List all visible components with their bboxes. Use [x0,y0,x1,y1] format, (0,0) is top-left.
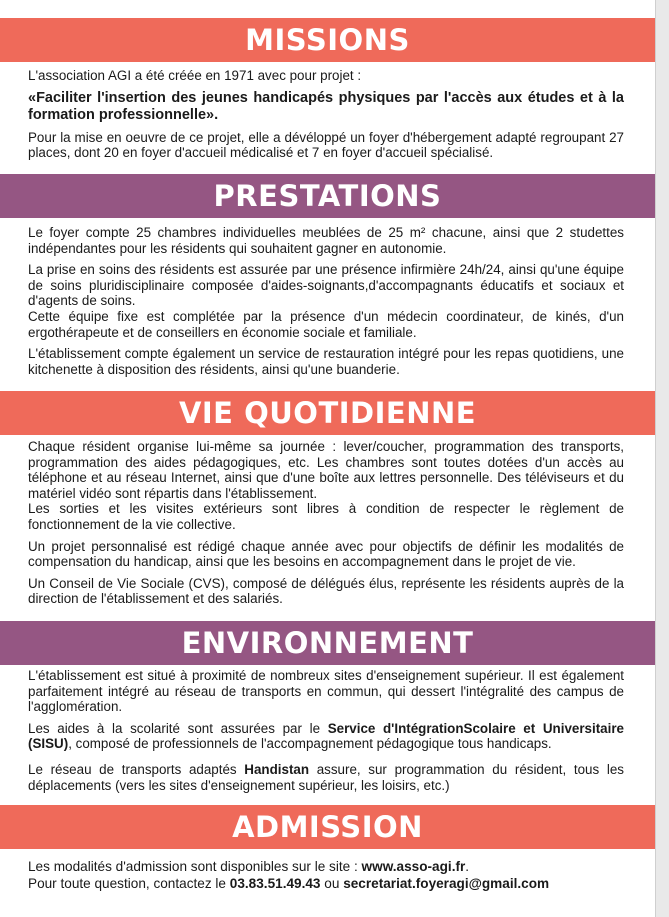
environnement-handistan: Le réseau de transports adaptés Handistan assure, sur programmation du résident, tous les déplacements (vers les sites d'enseignement supérieur, les loisirs, etc.) [28,761,624,793]
section-environnement [28,668,624,793]
vie-cvs: Un Conseil de Vie Sociale (CVS), composé de délégués élus, représente les résidents auprès de la direction de l'établissement et des salariés. [28,575,624,607]
phone-number[interactable]: 03.83.51.49.43 [229,876,321,891]
admission-website-line: Les modalités d'admission sont disponibles sur le site : www.asso-agi.fr. [28,859,470,874]
prestations-team: Cette équipe fixe est complétée par la présence d'un médecin coordinateur, de kinés, d'un ergothérapeute et de conseillers en économie sociale et familiale. [28,308,624,340]
missions-intro: L'association AGI a été créée en 1971 avec pour projet : [28,68,362,83]
prestations-care: La prise en soins des résidents est assurée par une présence infirmière 24h/24, ainsi qu'une équipe de soins pluridisciplinaire composée d'aides-soignants,d'accompagnants éducatifs et sociaux et d'agents de soins. [28,262,624,309]
section-header-admission: ADMISSION [0,805,655,849]
missions-implementation: Pour la mise en oeuvre de ce projet, elle a dévéloppé un foyer d'hébergement adapté regroupant 27 places, dont 20 en foyer d'accueil médicalisé et 7 en foyer d'accueil spécialisé. [28,129,624,161]
website-link[interactable]: www.asso-agi.fr [361,859,466,874]
section-header-prestations: PRESTATIONS [0,174,655,218]
prestations-services: L'établissement compte également un service de restauration intégré pour les repas quotidiens, une kitchenette à disposition des résidents, ainsi qu'une buanderie. [28,346,624,377]
vie-outings: Les sorties et les visites extérieurs sont libres à condition de respecter le règlement de fonctionnement de la vie collective. [28,501,624,532]
admission-contact-line: Pour toute question, contactez le 03.83.51.49.43 ou secretariat.foyeragi@gmail.com [28,876,550,891]
handistan-name: Handistan [244,761,310,777]
section-admission [28,858,624,892]
section-header-vie-quotidienne: VIE QUOTIDIENNE [0,391,655,435]
missions-project-quote: «Faciliter l'insertion des jeunes handicapés physiques par l'accès aux études et à la formation professionnelle». [28,89,624,123]
section-header-environnement: ENVIRONNEMENT [0,621,655,665]
vie-personal-project: Un projet personnalisé est rédigé chaque année avec pour objectifs de définir les modalités de compensation du handicap, ainsi que les besoins en accompagnement dans le projet de vie. [28,538,624,570]
section-prestations [28,225,624,377]
section-missions [28,68,624,161]
environnement-sisu: Les aides à la scolarité sont assurées par le Service d'IntégrationScolaire et Universitaire (SISU), composé de professionnels de l'accompagnement pédagogique tous handicaps. [28,720,624,752]
prestations-rooms: Le foyer compte 25 chambres individuelles meublées de 25 m² chacune, ainsi que 2 studettes indépendantes pour les résidents qui souhaitent gagner en autonomie. [28,225,624,256]
section-header-missions: MISSIONS [0,18,655,62]
email-link[interactable]: secretariat.foyeragi@gmail.com [343,876,550,891]
vie-daily-organisation: Chaque résident organise lui-même sa journée : lever/coucher, programmation des transports, programmation des aides pédagogiques, etc. Les chambres sont toutes dotées d'un accès au téléphone et au réseau Internet, ainsi que d'une boîte aux lettres personnelle. Des téléviseurs et du matériel vidéo sont répartis dans l'établissement. [28,439,624,501]
page-edge [655,0,669,917]
environnement-location: L'établissement est situé à proximité de nombreux sites d'enseignement supérieur. Il est également parfaitement intégré au réseau de transports en commun, qui dessert l'intégralité des campus de l'agglomération. [28,668,624,715]
section-vie-quotidienne [28,439,624,607]
sisu-name: Service d'IntégrationScolaire et Universitaire (SISU) [28,720,624,752]
